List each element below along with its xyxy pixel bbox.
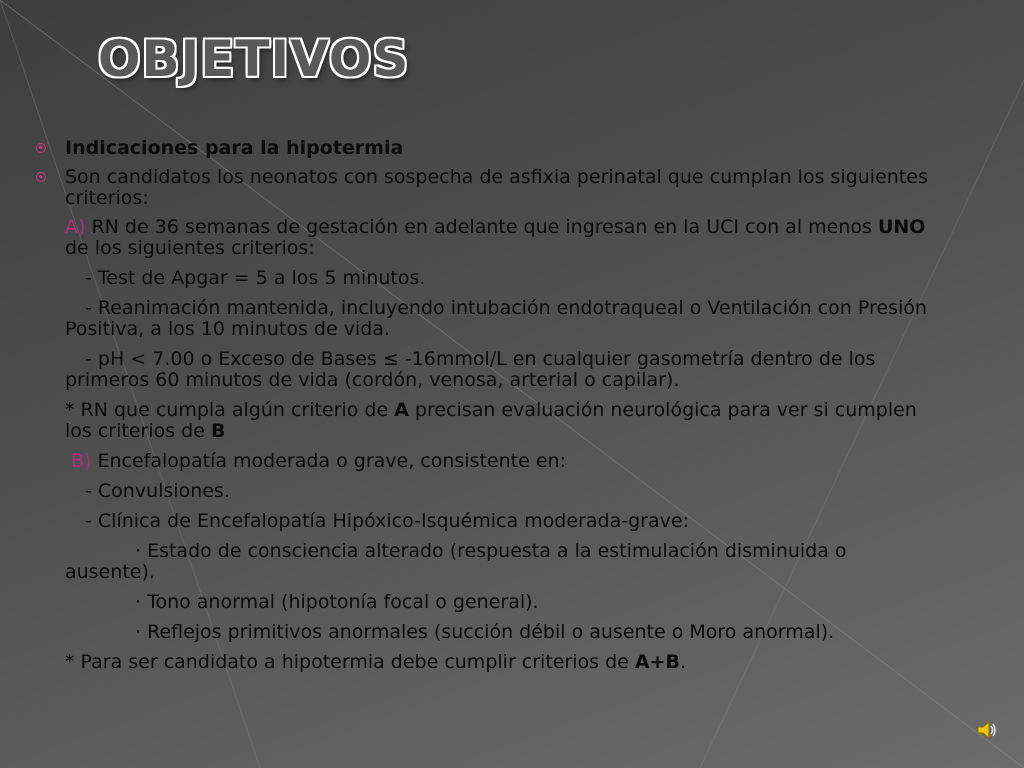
criteria-b-item: - Clínica de Encefalopatía Hipóxico-Isquémica moderada-grave: xyxy=(85,510,689,532)
speaker-icon[interactable] xyxy=(976,719,998,741)
criteria-a-bold: UNO xyxy=(877,216,926,238)
bullet-text: Indicaciones para la hipotermia xyxy=(65,137,404,159)
note-bold-ab: A+B xyxy=(634,651,681,673)
page-title: OBJETIVOS xyxy=(98,30,410,88)
note-bold-b: B xyxy=(210,420,226,442)
criteria-b-text: Encefalopatía moderada o grave, consistente en: xyxy=(91,450,566,472)
note-bold-a: A xyxy=(394,399,409,421)
criteria-b-subitem: · Reflejos primitivos anormales (succión débil o ausente o Moro anormal). xyxy=(135,621,835,643)
criteria-b-subitem: · Estado de consciencia alterado (respuesta a la estimulación disminuida o ausente). xyxy=(65,540,847,583)
list-item xyxy=(36,167,936,209)
note-neurological xyxy=(36,400,936,442)
criteria-b-subitem: · Tono anormal (hipotonía focal o general). xyxy=(135,591,539,613)
circle-bullet-icon xyxy=(36,143,46,153)
note-text: . xyxy=(680,651,687,673)
slide-content xyxy=(36,138,936,682)
criteria-a-letter: A) xyxy=(65,216,86,238)
criteria-b xyxy=(36,451,936,472)
criteria-a xyxy=(36,217,936,259)
list-item xyxy=(36,138,936,159)
note-candidate xyxy=(36,652,936,673)
bullet-text: Son candidatos los neonatos con sospecha de asfixia perinatal que cumplan los siguientes criterios: xyxy=(65,166,928,209)
criteria-a-item: - pH < 7.00 o Exceso de Bases ≤ -16mmol/L en cualquier gasometría dentro de los primeros 60 minutos de vida (cordón, venosa, arterial o capilar). xyxy=(65,348,876,391)
criteria-a-text-end: de los siguientes criterios: xyxy=(65,237,315,259)
note-text: * Para ser candidato a hipotermia debe cumplir criterios de xyxy=(65,651,635,673)
circle-bullet-icon xyxy=(36,172,46,182)
criteria-a-text: RN de 36 semanas de gestación en adelante que ingresan en la UCI con al menos xyxy=(85,216,878,238)
criteria-a-item: - Reanimación mantenida, incluyendo intubación endotraqueal o Ventilación con Presión Positiva, a los 10 minutos de vida. xyxy=(65,297,927,340)
criteria-b-letter: B) xyxy=(71,450,92,472)
criteria-a-item: - Test de Apgar = 5 a los 5 minutos. xyxy=(85,267,426,289)
note-text: * RN que cumpla algún criterio de xyxy=(65,399,395,421)
criteria-b-item: - Convulsiones. xyxy=(85,480,230,502)
note-text: precisan evaluación neurológica para ver si cumplen los criterios de xyxy=(65,399,917,442)
